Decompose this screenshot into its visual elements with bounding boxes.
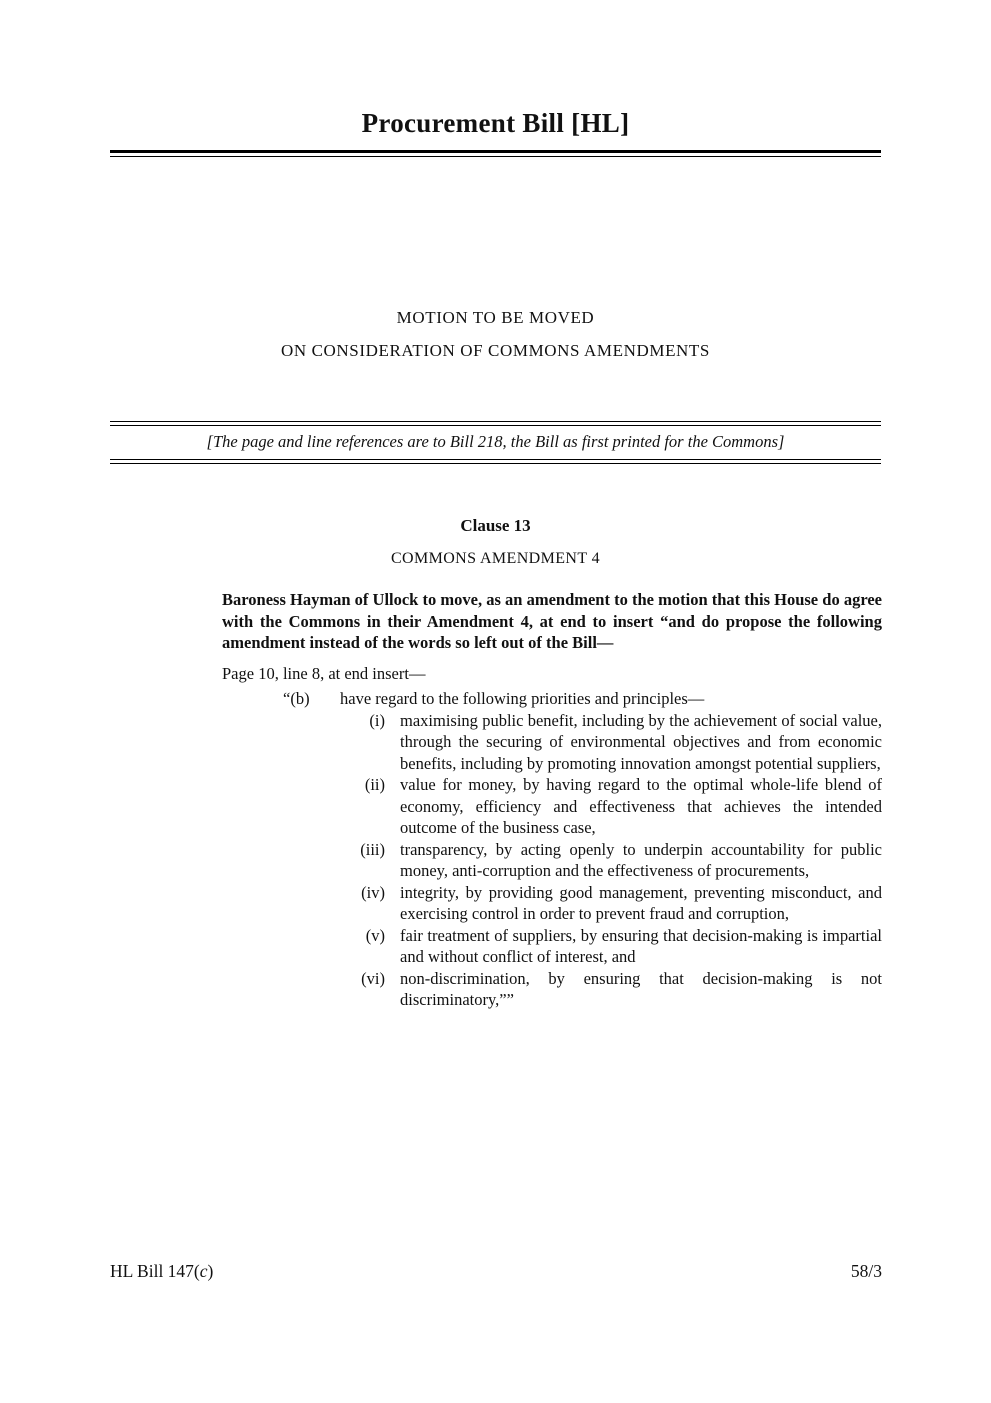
page-reference: 58/3 — [850, 1261, 882, 1281]
list-item-number: (vi) — [361, 968, 385, 988]
list-item-number: (ii) — [364, 775, 385, 794]
reference-rule-bottom — [110, 459, 881, 464]
document-title: Procurement Bill [HL] — [361, 108, 630, 138]
clause-heading: Clause 13 — [460, 516, 531, 535]
list-item-text: maximising public benefit, including by the achievement of social value, through the securing of environmental objectives and from economic benefits, including by promoting innovation amongst potential suppliers, — [400, 710, 882, 773]
list-item-text: value for money, by having regard to the optimal whole-life blend of economy, efficiency and effectiveness that achieves the intended outcome of the business case, — [400, 775, 882, 837]
list-item — [222, 839, 882, 882]
list-item-number: (i) — [369, 710, 385, 730]
title-rule — [110, 150, 881, 157]
list-item — [222, 925, 882, 968]
list-item-text: non-discrimination, by ensuring that decision-making is not discriminatory,”” — [400, 968, 882, 1009]
subsection-text: have regard to the following priorities and principles— — [340, 689, 705, 708]
amendment-body — [222, 589, 882, 1011]
motion-heading-line1: MOTION TO BE MOVED — [396, 308, 595, 327]
instruction-line: Page 10, line 8, at end insert— — [222, 663, 426, 683]
subsection-label: “(b) — [283, 689, 310, 708]
list-item — [222, 710, 882, 775]
list-item — [222, 882, 882, 925]
list-item-text: integrity, by providing good management, preventing misconduct, and exercising control in order to prevent fraud and corruption, — [400, 882, 882, 923]
list-item — [222, 968, 882, 1011]
list-item — [222, 774, 882, 839]
list-item-text: transparency, by acting openly to underpin accountability for public money, anti-corruption and the effectiveness of procurements, — [400, 839, 882, 880]
list-item-number: (iv) — [361, 882, 385, 902]
subsection-b — [222, 688, 882, 710]
motion-heading — [0, 301, 991, 367]
amendment-heading: COMMONS AMENDMENT 4 — [390, 550, 601, 567]
motion-heading-line2: ON CONSIDERATION OF COMMONS AMENDMENTS — [281, 341, 710, 360]
bill-number: HL Bill 147(c) — [110, 1261, 214, 1281]
reference-note-box — [0, 421, 991, 464]
mover-paragraph: Baroness Hayman of Ullock to move, as an amendment to the motion that this House do agree with the Commons in their Amendment 4, at end to insert “and do propose the following amendment instead of the words so left out of the Bill— — [222, 590, 882, 652]
list-item-number: (iii) — [360, 839, 385, 859]
page-footer — [110, 1261, 882, 1282]
list-item-text: fair treatment of suppliers, by ensuring that decision-making is impartial and without conflict of interest, and — [400, 925, 882, 966]
list-item-number: (v) — [365, 925, 385, 945]
reference-note: [The page and line references are to Bill 218, the Bill as first printed for the Commons] — [206, 432, 785, 451]
